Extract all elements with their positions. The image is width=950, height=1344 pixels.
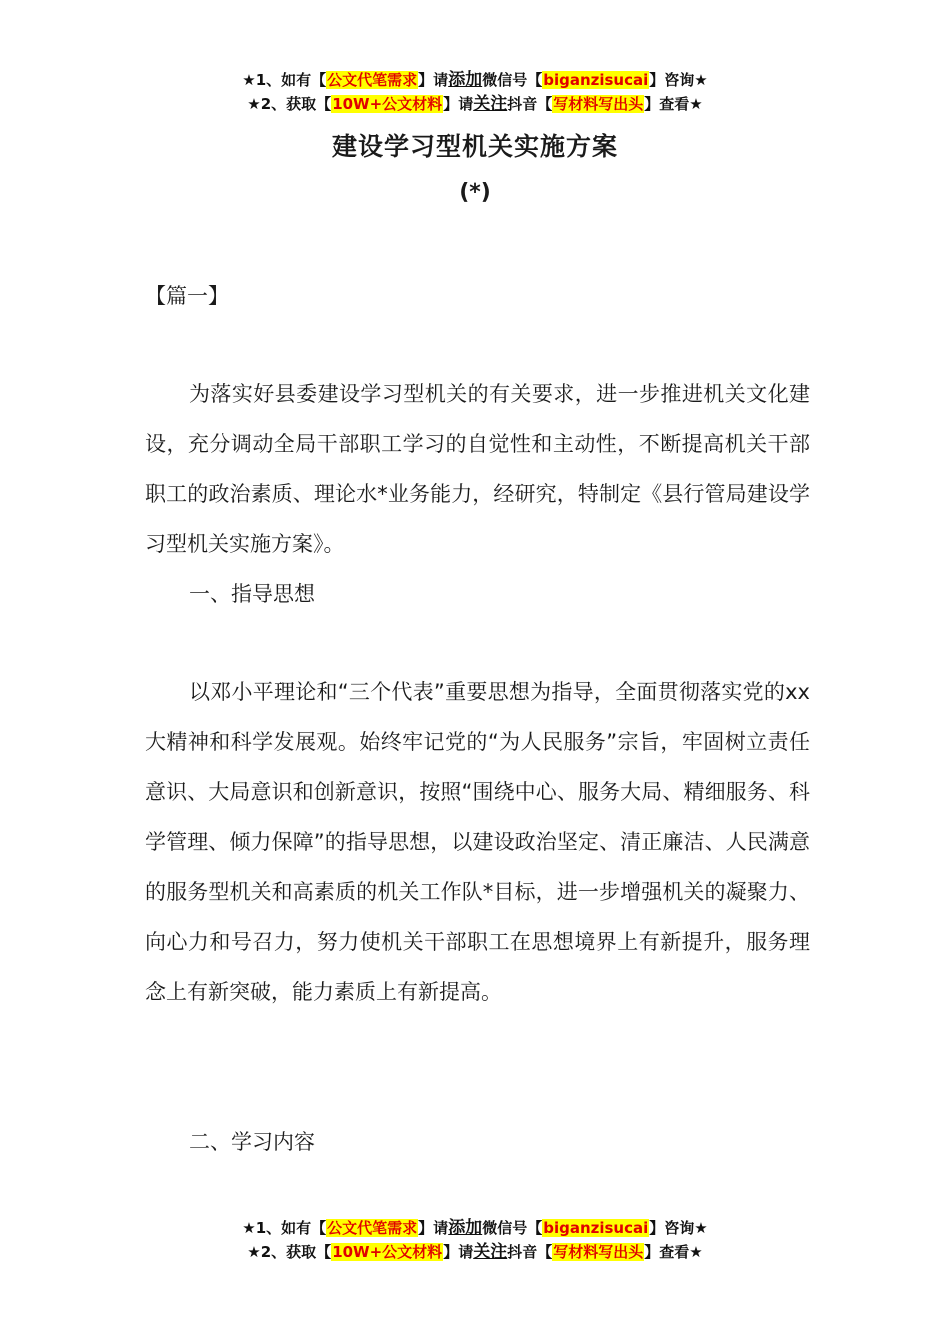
footer-line-1: [0, 1216, 950, 1240]
banner-line-1-underline-add: 添加: [448, 70, 483, 90]
footer-line-1-suffix: 】咨询★: [649, 1219, 708, 1237]
banner-line-1-highlight-wechat: biganzisucai: [543, 71, 649, 89]
document-subtitle: (*): [459, 180, 491, 205]
footer-line-2-highlight-materials: 10W+公文材料: [332, 1243, 443, 1261]
banner-line-1-suffix: 】咨询★: [649, 71, 708, 89]
section-label: 【篇一】: [145, 284, 229, 308]
footer-line-1-mid1: 】请: [418, 1219, 449, 1237]
footer-line-2-suffix: 】查看★: [644, 1243, 703, 1261]
heading-guiding-ideology: 一、指导思想: [189, 582, 315, 606]
document-title: 建设学习型机关实施方案: [331, 132, 618, 161]
paragraph-guiding-ideology: 以邓小平理论和“三个代表”重要思想为指导，全面贯彻落实党的xx大精神和科学发展观。始终牢记党的“为人民服务”宗旨，牢固树立责任意识、大局意识和创新意识，按照“围绕中心、服务大局、精细服务、科学管理、倾力保障”的指导思想，以建设政治坚定、清正廉洁、人民满意的服务型机关和高素质的机关工作队*目标，进一步增强机关的凝聚力、向心力和号召力，努力使机关干部职工在思想境界上有新提升，服务理念上有新突破，能力素质上有新提高。: [145, 680, 810, 1004]
footer-line-2: [0, 1240, 950, 1264]
banner-line-1-mid2: 微信号【: [482, 71, 543, 89]
footer-line-2-mid1: 】请: [443, 1243, 474, 1261]
footer-line-1-underline-add: 添加: [448, 1218, 483, 1238]
banner-line-2-mid1: 】请: [443, 95, 474, 113]
footer-line-1-highlight-service: 公文代笔需求: [327, 1219, 418, 1237]
footer-line-1-highlight-wechat: biganzisucai: [543, 1219, 649, 1237]
banner-line-1-mid1: 】请: [418, 71, 449, 89]
paragraph-intro: 为落实好县委建设学习型机关的有关要求，进一步推进机关文化建设，充分调动全局干部职工学习的自觉性和主动性，不断提高机关干部职工的政治素质、理论水*业务能力，经研究，特制定《县行管局建设学习型机关实施方案》。: [145, 382, 810, 556]
footer-line-2-underline-follow: 关注: [473, 1242, 508, 1262]
banner-line-2-underline-follow: 关注: [473, 94, 508, 114]
heading-learning-content: 二、学习内容: [189, 1130, 315, 1154]
banner-line-2-suffix: 】查看★: [644, 95, 703, 113]
banner-line-1: [0, 68, 950, 92]
banner-line-2-prefix: ★2、获取【: [247, 95, 332, 113]
banner-line-1-prefix: ★1、如有【: [242, 71, 327, 89]
banner-line-1-highlight-service: 公文代笔需求: [327, 71, 418, 89]
footer-line-1-mid2: 微信号【: [482, 1219, 543, 1237]
banner-line-2-highlight-douyin: 写材料写出头: [553, 95, 644, 113]
footer-line-1-prefix: ★1、如有【: [242, 1219, 327, 1237]
header-banner: [0, 68, 950, 116]
footer-line-2-highlight-douyin: 写材料写出头: [553, 1243, 644, 1261]
banner-line-2-mid2: 抖音【: [507, 95, 553, 113]
footer-line-2-prefix: ★2、获取【: [247, 1243, 332, 1261]
banner-line-2-highlight-materials: 10W+公文材料: [332, 95, 443, 113]
footer-line-2-mid2: 抖音【: [507, 1243, 553, 1261]
footer-banner: [0, 1216, 950, 1264]
banner-line-2: [0, 92, 950, 116]
